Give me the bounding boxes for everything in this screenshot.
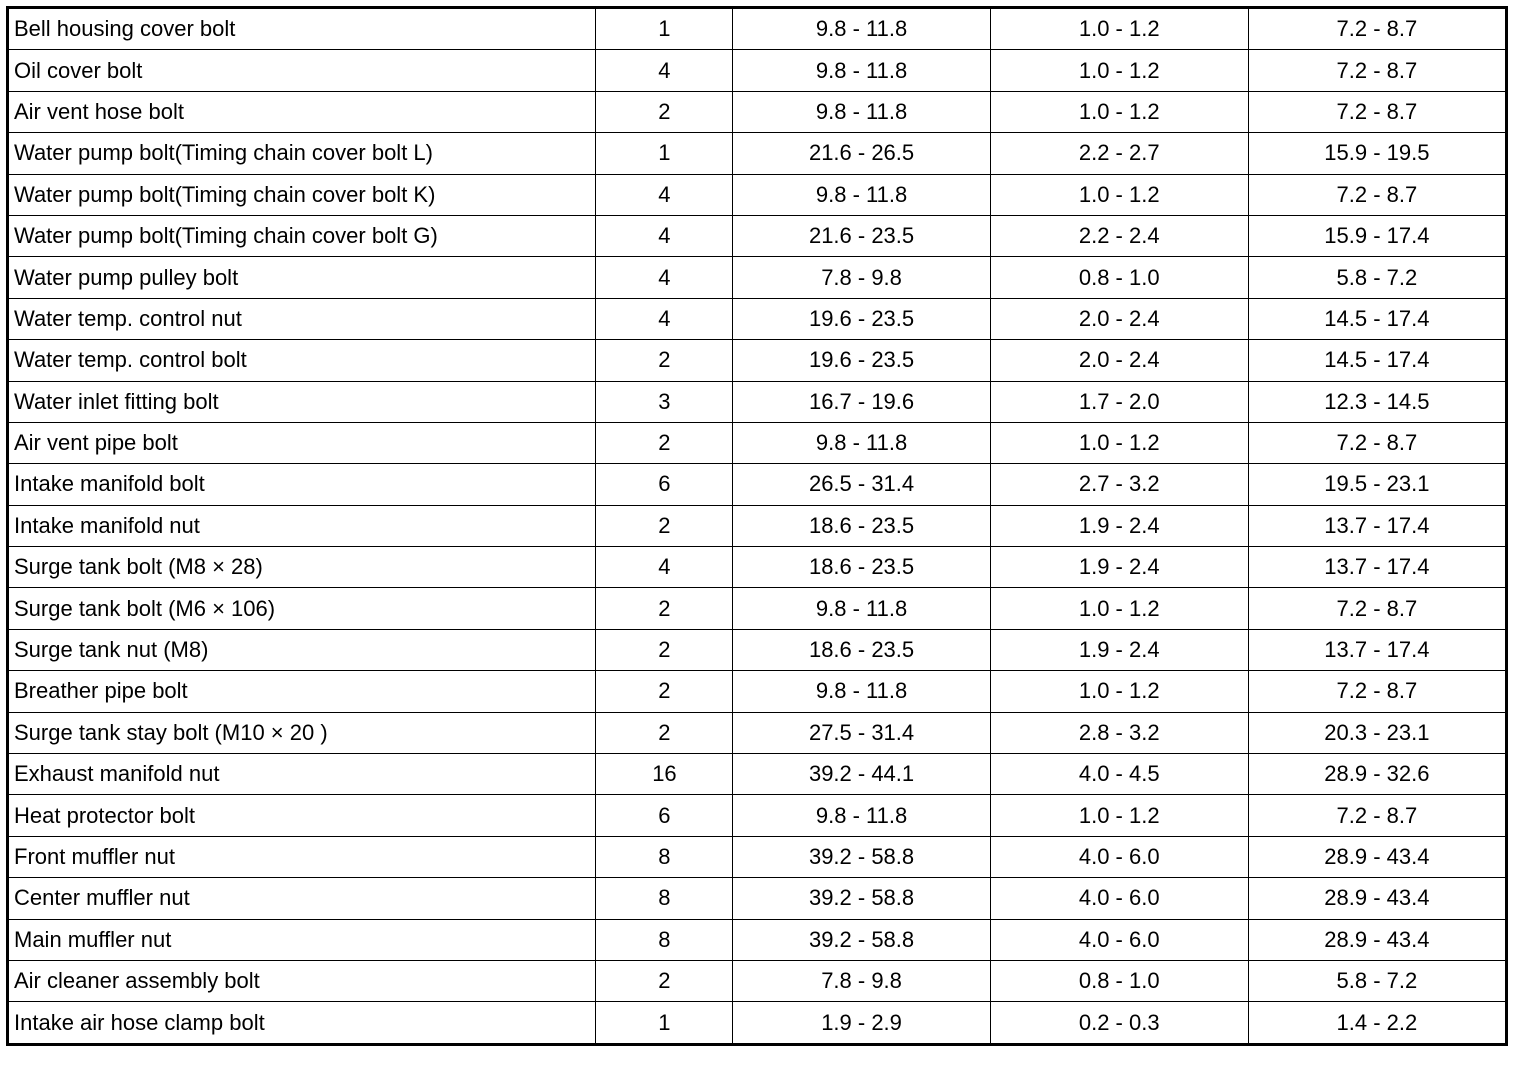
torque-kgfm-cell: 1.9 - 2.4 [990,505,1248,546]
item-name-cell: Breather pipe bolt [8,671,596,712]
item-name-cell: Water pump pulley bolt [8,257,596,298]
quantity-cell: 4 [596,298,733,339]
torque-lbft-cell: 15.9 - 19.5 [1248,133,1506,174]
item-name-cell: Water temp. control bolt [8,340,596,381]
torque-lbft-cell: 15.9 - 17.4 [1248,215,1506,256]
item-name-cell: Intake manifold nut [8,505,596,546]
quantity-cell: 4 [596,174,733,215]
torque-lbft-cell: 7.2 - 8.7 [1248,8,1506,50]
item-name-cell: Air vent hose bolt [8,91,596,132]
torque-lbft-cell: 7.2 - 8.7 [1248,91,1506,132]
item-name-cell: Water pump bolt(Timing chain cover bolt K) [8,174,596,215]
torque-lbft-cell: 13.7 - 17.4 [1248,505,1506,546]
torque-kgfm-cell: 2.0 - 2.4 [990,298,1248,339]
table-row [8,505,1507,546]
torque-nm-cell: 19.6 - 23.5 [733,298,990,339]
quantity-cell: 1 [596,1002,733,1044]
table-row [8,91,1507,132]
torque-kgfm-cell: 0.8 - 1.0 [990,960,1248,1001]
torque-nm-cell: 9.8 - 11.8 [733,91,990,132]
quantity-cell: 3 [596,381,733,422]
quantity-cell: 2 [596,960,733,1001]
item-name-cell: Front muffler nut [8,836,596,877]
item-name-cell: Intake manifold bolt [8,464,596,505]
quantity-cell: 2 [596,588,733,629]
item-name-cell: Intake air hose clamp bolt [8,1002,596,1044]
torque-nm-cell: 18.6 - 23.5 [733,547,990,588]
item-name-cell: Center muffler nut [8,878,596,919]
torque-table-body [8,8,1507,1045]
torque-kgfm-cell: 1.0 - 1.2 [990,422,1248,463]
torque-lbft-cell: 5.8 - 7.2 [1248,257,1506,298]
torque-kgfm-cell: 4.0 - 6.0 [990,919,1248,960]
table-row [8,712,1507,753]
torque-nm-cell: 9.8 - 11.8 [733,174,990,215]
torque-lbft-cell: 14.5 - 17.4 [1248,298,1506,339]
torque-kgfm-cell: 1.0 - 1.2 [990,671,1248,712]
torque-nm-cell: 21.6 - 23.5 [733,215,990,256]
torque-kgfm-cell: 4.0 - 6.0 [990,836,1248,877]
item-name-cell: Oil cover bolt [8,50,596,91]
torque-lbft-cell: 7.2 - 8.7 [1248,795,1506,836]
quantity-cell: 1 [596,8,733,50]
quantity-cell: 2 [596,671,733,712]
quantity-cell: 8 [596,878,733,919]
torque-kgfm-cell: 2.8 - 3.2 [990,712,1248,753]
torque-lbft-cell: 12.3 - 14.5 [1248,381,1506,422]
torque-lbft-cell: 28.9 - 43.4 [1248,878,1506,919]
table-row [8,464,1507,505]
item-name-cell: Air cleaner assembly bolt [8,960,596,1001]
torque-kgfm-cell: 0.2 - 0.3 [990,1002,1248,1044]
table-row [8,298,1507,339]
torque-nm-cell: 9.8 - 11.8 [733,671,990,712]
torque-lbft-cell: 13.7 - 17.4 [1248,547,1506,588]
torque-kgfm-cell: 1.0 - 1.2 [990,795,1248,836]
torque-lbft-cell: 1.4 - 2.2 [1248,1002,1506,1044]
table-row [8,919,1507,960]
torque-nm-cell: 1.9 - 2.9 [733,1002,990,1044]
torque-nm-cell: 9.8 - 11.8 [733,8,990,50]
torque-nm-cell: 9.8 - 11.8 [733,422,990,463]
item-name-cell: Water temp. control nut [8,298,596,339]
torque-kgfm-cell: 2.0 - 2.4 [990,340,1248,381]
quantity-cell: 2 [596,91,733,132]
quantity-cell: 8 [596,919,733,960]
torque-kgfm-cell: 1.0 - 1.2 [990,91,1248,132]
torque-kgfm-cell: 1.9 - 2.4 [990,547,1248,588]
quantity-cell: 2 [596,629,733,670]
torque-nm-cell: 39.2 - 58.8 [733,836,990,877]
item-name-cell: Main muffler nut [8,919,596,960]
torque-nm-cell: 26.5 - 31.4 [733,464,990,505]
table-row [8,1002,1507,1044]
item-name-cell: Surge tank bolt (M8 × 28) [8,547,596,588]
torque-lbft-cell: 7.2 - 8.7 [1248,588,1506,629]
torque-lbft-cell: 28.9 - 32.6 [1248,754,1506,795]
torque-lbft-cell: 14.5 - 17.4 [1248,340,1506,381]
torque-lbft-cell: 19.5 - 23.1 [1248,464,1506,505]
table-row [8,671,1507,712]
torque-kgfm-cell: 0.8 - 1.0 [990,257,1248,298]
quantity-cell: 2 [596,505,733,546]
torque-nm-cell: 18.6 - 23.5 [733,505,990,546]
item-name-cell: Water pump bolt(Timing chain cover bolt L) [8,133,596,174]
table-row [8,960,1507,1001]
table-row [8,50,1507,91]
quantity-cell: 2 [596,712,733,753]
torque-kgfm-cell: 1.7 - 2.0 [990,381,1248,422]
quantity-cell: 4 [596,50,733,91]
quantity-cell: 8 [596,836,733,877]
table-row [8,754,1507,795]
torque-kgfm-cell: 1.0 - 1.2 [990,8,1248,50]
torque-kgfm-cell: 4.0 - 4.5 [990,754,1248,795]
quantity-cell: 1 [596,133,733,174]
torque-kgfm-cell: 2.7 - 3.2 [990,464,1248,505]
torque-nm-cell: 9.8 - 11.8 [733,588,990,629]
torque-kgfm-cell: 2.2 - 2.7 [990,133,1248,174]
item-name-cell: Bell housing cover bolt [8,8,596,50]
quantity-cell: 4 [596,215,733,256]
torque-nm-cell: 7.8 - 9.8 [733,257,990,298]
quantity-cell: 16 [596,754,733,795]
torque-lbft-cell: 28.9 - 43.4 [1248,836,1506,877]
torque-nm-cell: 27.5 - 31.4 [733,712,990,753]
item-name-cell: Surge tank bolt (M6 × 106) [8,588,596,629]
torque-lbft-cell: 7.2 - 8.7 [1248,422,1506,463]
torque-nm-cell: 9.8 - 11.8 [733,50,990,91]
torque-kgfm-cell: 1.0 - 1.2 [990,174,1248,215]
table-row [8,340,1507,381]
torque-kgfm-cell: 1.0 - 1.2 [990,588,1248,629]
table-row [8,133,1507,174]
item-name-cell: Exhaust manifold nut [8,754,596,795]
torque-kgfm-cell: 1.9 - 2.4 [990,629,1248,670]
quantity-cell: 2 [596,422,733,463]
table-row [8,836,1507,877]
item-name-cell: Surge tank stay bolt (M10 × 20 ) [8,712,596,753]
table-row [8,174,1507,215]
table-row [8,878,1507,919]
torque-kgfm-cell: 4.0 - 6.0 [990,878,1248,919]
torque-lbft-cell: 20.3 - 23.1 [1248,712,1506,753]
table-row [8,588,1507,629]
quantity-cell: 6 [596,464,733,505]
torque-kgfm-cell: 2.2 - 2.4 [990,215,1248,256]
torque-nm-cell: 9.8 - 11.8 [733,795,990,836]
torque-lbft-cell: 13.7 - 17.4 [1248,629,1506,670]
table-row [8,629,1507,670]
torque-nm-cell: 21.6 - 26.5 [733,133,990,174]
torque-nm-cell: 39.2 - 44.1 [733,754,990,795]
item-name-cell: Heat protector bolt [8,795,596,836]
torque-nm-cell: 18.6 - 23.5 [733,629,990,670]
torque-nm-cell: 19.6 - 23.5 [733,340,990,381]
torque-lbft-cell: 28.9 - 43.4 [1248,919,1506,960]
torque-nm-cell: 7.8 - 9.8 [733,960,990,1001]
torque-nm-cell: 16.7 - 19.6 [733,381,990,422]
item-name-cell: Water inlet fitting bolt [8,381,596,422]
table-row [8,547,1507,588]
quantity-cell: 4 [596,547,733,588]
torque-kgfm-cell: 1.0 - 1.2 [990,50,1248,91]
table-row [8,381,1507,422]
item-name-cell: Water pump bolt(Timing chain cover bolt G) [8,215,596,256]
table-row [8,795,1507,836]
torque-spec-table [6,6,1508,1046]
torque-nm-cell: 39.2 - 58.8 [733,878,990,919]
quantity-cell: 2 [596,340,733,381]
torque-lbft-cell: 7.2 - 8.7 [1248,50,1506,91]
item-name-cell: Surge tank nut (M8) [8,629,596,670]
table-row [8,8,1507,50]
torque-nm-cell: 39.2 - 58.8 [733,919,990,960]
quantity-cell: 6 [596,795,733,836]
torque-lbft-cell: 5.8 - 7.2 [1248,960,1506,1001]
item-name-cell: Air vent pipe bolt [8,422,596,463]
quantity-cell: 4 [596,257,733,298]
torque-lbft-cell: 7.2 - 8.7 [1248,174,1506,215]
table-row [8,422,1507,463]
table-row [8,257,1507,298]
table-row [8,215,1507,256]
torque-lbft-cell: 7.2 - 8.7 [1248,671,1506,712]
